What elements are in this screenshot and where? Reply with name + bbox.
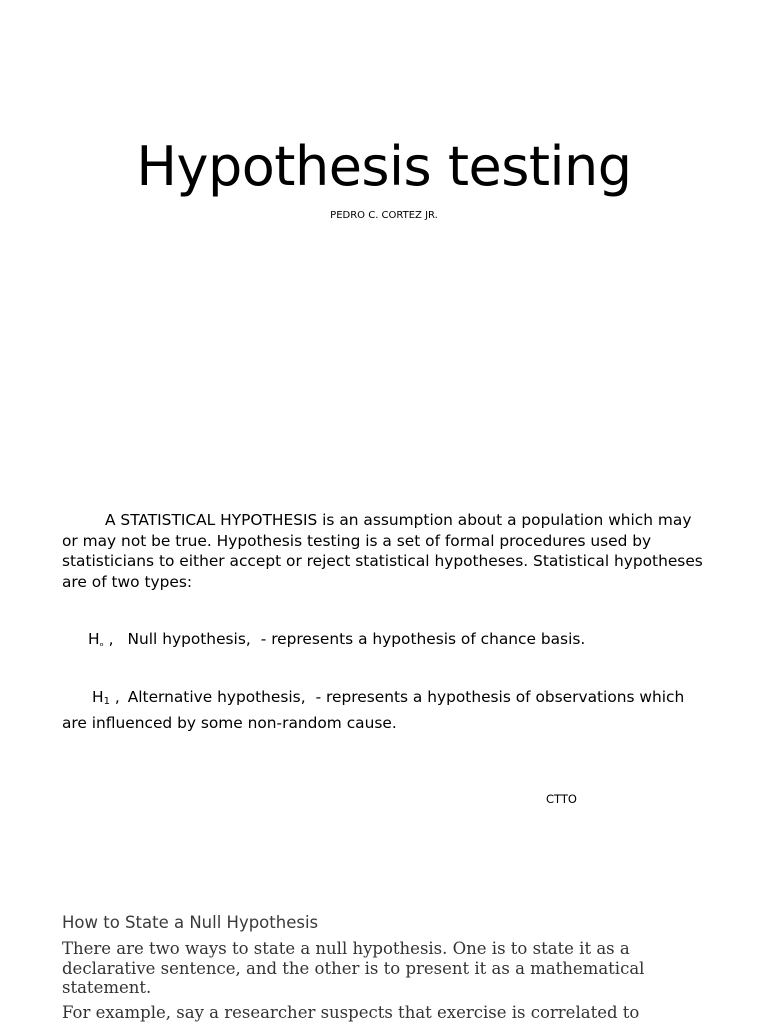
section-heading: How to State a Null Hypothesis — [62, 913, 319, 932]
alt-subscript: 1 — [103, 696, 110, 707]
alt-name: Alternative hypothesis, — [127, 688, 306, 706]
null-description: - represents a hypothesis of chance basis. — [260, 630, 586, 648]
body-paragraph: For example, say a researcher suspects that exercise is correlated to — [62, 1003, 640, 1022]
intro-text: A STATISTICAL HYPOTHESIS is an assumption about a population which may or may not be true. Hypothesis testing is a set of formal procedures used by statisticians to either accept or reject statistical hypotheses. Statistical hypotheses are of two types: — [62, 511, 703, 591]
page-title: Hypothesis testing — [136, 135, 632, 198]
alternative-hypothesis-paragraph — [62, 687, 708, 733]
null-symbol: H — [88, 630, 100, 648]
alt-symbol: H — [92, 688, 104, 706]
body-paragraph: There are two ways to state a null hypothesis. One is to state it as a declarative sentence, and the other is to present it as a mathematical statement. — [62, 939, 645, 997]
null-name: Null hypothesis, — [127, 630, 251, 648]
null-subscript: ₒ — [99, 638, 104, 649]
credit-note: CTTO — [546, 792, 577, 806]
alt-punct: , — [109, 688, 120, 706]
intro-paragraph — [62, 510, 708, 592]
alt-description: - represents a hypothesis of observations which are influenced by some non-random cause. — [62, 688, 685, 732]
author-name: PEDRO C. CORTEZ JR. — [330, 210, 438, 221]
null-punct: , — [103, 630, 114, 648]
null-hypothesis-line — [88, 629, 728, 655]
